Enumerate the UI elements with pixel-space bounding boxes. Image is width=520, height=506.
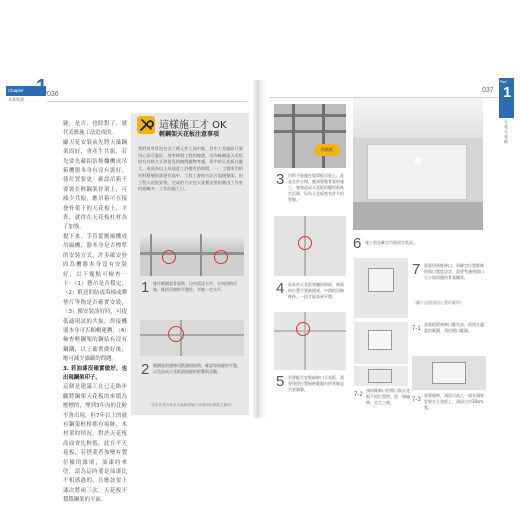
caption-text: 若要配合安裝檢修口天花板，需要預留位置檢修範圍內的管線是否要調整。 [288, 375, 344, 392]
ceiling-panel-photo-4 [274, 216, 346, 276]
caption-text: 原本的天花板要擴的時候，裡面的位置不要被擋到，中間的吊線維持，一段才能高到平整。 [288, 282, 344, 299]
page-number-left: 036 [47, 91, 59, 98]
photo-tag: 吊筋板 [314, 144, 340, 156]
caption-number: 7-3 [412, 397, 421, 403]
body-paragraph: 顯天花安裝前先將天藻鋼架固好，會產生共振，若先要先藏鋁箔燒爛機成吊箱機器本身有沒有裝好，使位置要更：確認吊箱不要裝在輕鋼架骨架上，可減少共振，應吊箱可在接發骨架下的天花板上，平齊，就得在天花板柱材為了加強。 [63, 139, 127, 231]
caption-text: 施作輕鋼架骨架時，拉約需達水平，分別頂的吊線，維持吊線的平整性，有無一定水平。 [153, 281, 237, 292]
ceiling-frame-photo-1 [140, 234, 244, 276]
part-label: Part [500, 80, 507, 84]
caption-text: 需要做時，預留可放入一個木頭來安裝在天花板上，預留大約30cm寬。 [424, 393, 484, 410]
chapter-subtitle: 木質裝潢 [8, 97, 24, 102]
caption-number: 2 [141, 361, 150, 378]
caption-number: 1 [141, 279, 150, 296]
chapter-number: 1 [36, 76, 48, 98]
caption-text: 吊桿不能連在燈罩板吊筋上，此是在於合理，應該要做骨架的施工，會使造成天花板的變形與產生沉降，因為天花板裡有許多的管線。 [288, 173, 344, 202]
ok-box-subtitle: 輕鋼架天花板注意事項 [159, 131, 220, 138]
part-title: 天花天花板 [504, 119, 508, 144]
ok-box-title: 這樣施工才 OK [159, 120, 227, 131]
body-paragraph: 提下來，手管從應風機成吊風機，器本身是否標準的安裝方式，許多確安登固為機器本身沒有安裝好，以下幾點可檢查一下：（1）懸吊是否穩定，（2）附送的防震海棉或膠墊片等物是否確實安裝，（3）搬安裝該好時，可提低適現試的共振，焊接機器本身可否順暢運轉，（4）檢查輕鋼架的鋼結有沒有鋼鐵，以上確實做好後，應可減少露齦的問題。 [63, 233, 127, 363]
footnote: （以本作者在家室內裝修經驗分享的設計實際主要作） [147, 403, 235, 407]
caption-number: 6 [353, 235, 362, 252]
access-hatch-photo-7-3 [412, 356, 486, 390]
ok-box-body: 我們用草骨泥包含三種元件上面中點，其中工差縫原只要用心即可做好，效率時間工程的報價，因為輕鋼架天花板依有其格方式和常見的無問題物考慮，但中的天花板在應大，或成為以上為油漆工評價有的時間，一、工程所用的材料整層的需要有高中。工程工會按方法合規後整架，但工程天花板安裝，完成的方法包天花板安裝的應因工作室的組織多，工作的施工日。 [138, 146, 243, 192]
access-hatch-photo-7 [354, 258, 408, 318]
caption-number: 7-2 [354, 392, 363, 398]
caption-text: 輕鋼架的邊條用紙邊相接時，確認每接縫的平整，以免造成天花板面接縫的影響與美觀。 [153, 363, 241, 374]
ceiling-panel-photo-5 [274, 312, 346, 370]
caption-number: 7-1 [412, 326, 421, 332]
caption-text: 該業板燈座修口應先放，依照在適當的範圍，預估開口範圍。 [424, 322, 484, 333]
ceiling-frame-photo-2 [140, 320, 244, 356]
caption-text: 預留維修口的開口與天花板不同位置時，依一個檢修，完全之後。 [366, 388, 410, 405]
header-rule-left [47, 101, 247, 102]
caption-text: 需要用到維修口，須確定位置維修的開口寬度設定，需要考慮到開口大小與周邊的骨架關係。 [424, 263, 484, 280]
wrench-icon [137, 116, 155, 134]
book-spine [253, 80, 265, 418]
caption-text: 施工前先確定吊筋固定狀況。 [365, 240, 417, 245]
page-number-right: 037 [482, 87, 494, 94]
body-paragraph: 縫，是否，也除對了，就代表應施工法造成的。 [63, 121, 127, 137]
part-number: 1 [503, 84, 512, 101]
caption-number: 5 [276, 373, 285, 390]
caption-number: 3 [276, 171, 285, 188]
body-paragraph: 這個是建議工在已走路步驟將鋼架天花板的來積為應標的，埋到3年內的比較不會出現，但7年以上的就有鋼架框格都有痕跡，木材架的情況，對於天花板高面會比較低，此在平天花板，若搭業者加變有製位羅的維則，油漆時來塗，認為這時要是油漆比不相感過的，且應該要上漆次將兩三次，天花板不穩穩鋼架的平面。 [63, 384, 127, 504]
caption-number: 4 [276, 280, 285, 297]
access-hatch-photo-7-1 [354, 322, 408, 364]
inline-note: （圖片這個預留位置的範例） [412, 300, 464, 305]
chapter-label: Chapter [8, 88, 24, 93]
finished-ceiling-photo-6 [353, 98, 483, 230]
ceiling-structure-photo-3 [274, 104, 346, 168]
access-hatch-photo-7-2 [354, 366, 408, 386]
left-body-column [63, 120, 127, 506]
caption-number: 7 [412, 261, 421, 278]
bold-heading: 3. 若油漆沒確實做好，也出現鋼架印子。 [63, 365, 127, 381]
